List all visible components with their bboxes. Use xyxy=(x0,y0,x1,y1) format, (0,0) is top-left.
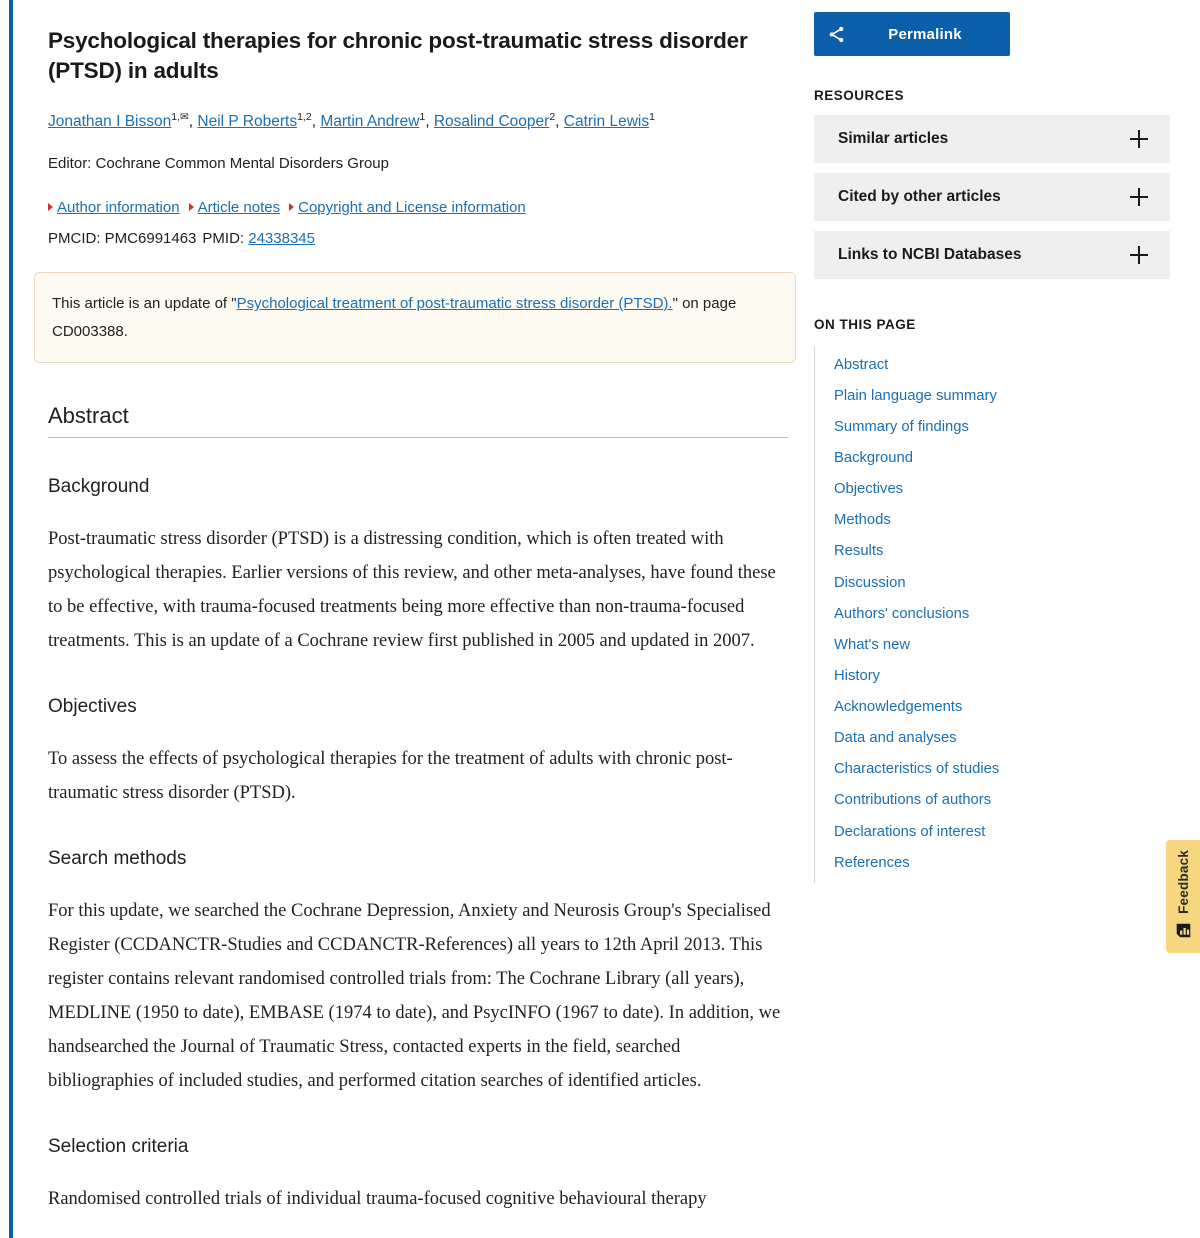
on-this-page-title: ON THIS PAGE xyxy=(814,317,916,332)
toc-link-plain-language-summary[interactable]: Plain language summary xyxy=(834,387,997,404)
author-link[interactable]: Neil P Roberts xyxy=(197,112,298,130)
update-notice-box xyxy=(34,272,796,363)
author-affiliation-sup: 1 xyxy=(419,110,426,123)
pmcid-value: PMC6991463 xyxy=(104,230,197,248)
author-information-toggle[interactable]: Author information xyxy=(48,199,180,216)
subsection-text-search-methods: For this update, we searched the Cochrane Depression, Anxiety and Neurosis Group's Specialised Register (CCDANCTR-Studies and CCDANCTR-References) all years to 12th April 2013. This register contains relevant randomised controlled trials from: The Cochrane Library (all years), MEDLINE (1950 to date), EMBASE (1974 to date), and PsycINFO (1967 to date). In addition, we handsearched the Journal of Traumatic Stress, contacted experts in the field, searched bibliographies of included studies, and performed citation searches of identified articles. xyxy=(48,900,781,1091)
article-notes-toggle[interactable]: Article notes xyxy=(189,199,281,216)
author-entry xyxy=(48,110,189,130)
identifier-line xyxy=(48,230,788,247)
author-entry xyxy=(563,110,655,130)
pmid-link[interactable]: 24338345 xyxy=(248,230,315,248)
toc-link-objectives[interactable]: Objectives xyxy=(834,481,904,498)
accordion-label: Cited by other articles xyxy=(838,188,1001,205)
author-link[interactable]: Jonathan I Bisson xyxy=(48,112,172,130)
toc-link-history[interactable]: History xyxy=(834,667,881,684)
author-link[interactable]: Rosalind Cooper xyxy=(433,112,550,130)
plus-icon xyxy=(1130,188,1148,206)
toc-link-authors-conclusions[interactable]: Authors' conclusions xyxy=(834,605,970,622)
subsection-heading-background: Background xyxy=(48,475,150,497)
author-separator: , xyxy=(188,112,198,130)
notice-suffix: " on page CD003388. xyxy=(52,295,737,340)
toc-link-whats-new[interactable]: What's new xyxy=(834,636,911,653)
accordion-label: Similar articles xyxy=(838,130,949,147)
toc-link-background[interactable]: Background xyxy=(834,450,913,467)
toc-link-discussion[interactable]: Discussion xyxy=(834,574,906,591)
notice-prefix: This article is an update of " xyxy=(52,295,237,313)
toc-link-abstract[interactable]: Abstract xyxy=(834,356,889,373)
author-affiliation-sup: 1,2 xyxy=(297,110,312,123)
accordion-item-links-to-ncbi-databases[interactable] xyxy=(814,231,1170,279)
toc-link-declarations-of-interest[interactable]: Declarations of interest xyxy=(834,823,986,840)
author-separator: , xyxy=(425,112,434,130)
article-meta-links xyxy=(48,199,788,216)
on-this-page-nav xyxy=(814,346,1172,883)
author-affiliation-sup: 1,✉ xyxy=(171,110,189,123)
subsection-heading-objectives: Objectives xyxy=(48,695,137,717)
plus-icon xyxy=(1130,246,1148,264)
pmcid-label: PMCID: xyxy=(48,230,101,248)
main-content-column xyxy=(48,0,788,1216)
subsection-text-background: Post-traumatic stress disorder (PTSD) is a distressing condition, which is often treated with psychological therapies. Earlier versions of this review, and other meta-analyses, have found these to be effective, with trauma-focused treatments being more effective than non-trauma-focused treatments. This is an update of a Cochrane review first published in 2005 and updated in 2007. xyxy=(48,528,776,651)
toc-link-contributions-of-authors[interactable]: Contributions of authors xyxy=(834,792,992,809)
abstract-heading: Abstract xyxy=(48,403,788,438)
copyright-license-toggle[interactable]: Copyright and License information xyxy=(289,199,526,216)
plus-icon xyxy=(1130,130,1148,148)
author-entry xyxy=(320,110,426,130)
share-icon xyxy=(814,25,858,44)
permalink-button[interactable] xyxy=(814,12,1010,56)
toc-link-data-and-analyses[interactable]: Data and analyses xyxy=(834,730,957,747)
feedback-tab-label: Feedback xyxy=(1175,850,1191,914)
author-affiliation-sup: 2 xyxy=(549,110,556,123)
resources-title: RESOURCES xyxy=(814,88,905,103)
toc-link-summary-of-findings[interactable]: Summary of findings xyxy=(834,418,969,435)
author-separator: , xyxy=(555,112,564,130)
author-affiliation-sup: 1 xyxy=(649,110,655,123)
toc-link-characteristics-of-studies[interactable]: Characteristics of studies xyxy=(834,761,1000,778)
toc-link-results[interactable]: Results xyxy=(834,543,884,560)
resources-accordion xyxy=(814,115,1172,279)
caret-right-icon xyxy=(189,203,194,211)
accordion-item-similar-articles[interactable] xyxy=(814,115,1170,163)
author-list xyxy=(48,110,788,133)
accordion-item-cited-by-other-articles[interactable] xyxy=(814,173,1170,221)
subsection-text-selection-criteria: Randomised controlled trials of individual trauma-focused cognitive behavioural therapy xyxy=(48,1188,707,1209)
caret-right-icon xyxy=(289,203,294,211)
permalink-button-label: Permalink xyxy=(888,25,962,43)
author-link[interactable]: Martin Andrew xyxy=(320,112,420,130)
subsection-heading-selection-criteria: Selection criteria xyxy=(48,1135,189,1157)
author-link[interactable]: Catrin Lewis xyxy=(563,112,650,130)
toc-link-methods[interactable]: Methods xyxy=(834,512,891,529)
pmid-label: PMID: xyxy=(202,230,245,248)
accordion-label: Links to NCBI Databases xyxy=(838,246,1022,263)
author-separator: , xyxy=(311,112,321,130)
bar-chart-icon xyxy=(1175,922,1192,944)
author-entry xyxy=(197,110,312,130)
page-title: Psychological therapies for chronic post-traumatic stress disorder (PTSD) in adults xyxy=(48,28,748,83)
author-entry xyxy=(433,110,556,130)
feedback-tab[interactable] xyxy=(1166,840,1200,953)
toc-link-acknowledgements[interactable]: Acknowledgements xyxy=(834,699,963,716)
subsection-text-objectives: To assess the effects of psychological therapies for the treatment of adults with chronic post-traumatic stress disorder (PTSD). xyxy=(48,748,733,803)
previous-version-link[interactable]: Psychological treatment of post-traumatic stress disorder (PTSD). xyxy=(236,295,673,313)
sidebar xyxy=(814,0,1172,883)
caret-right-icon xyxy=(48,203,53,211)
subsection-heading-search-methods: Search methods xyxy=(48,847,187,869)
toc-link-references[interactable]: References xyxy=(834,854,910,871)
editor-line: Editor: Cochrane Common Mental Disorders Group xyxy=(48,155,389,173)
